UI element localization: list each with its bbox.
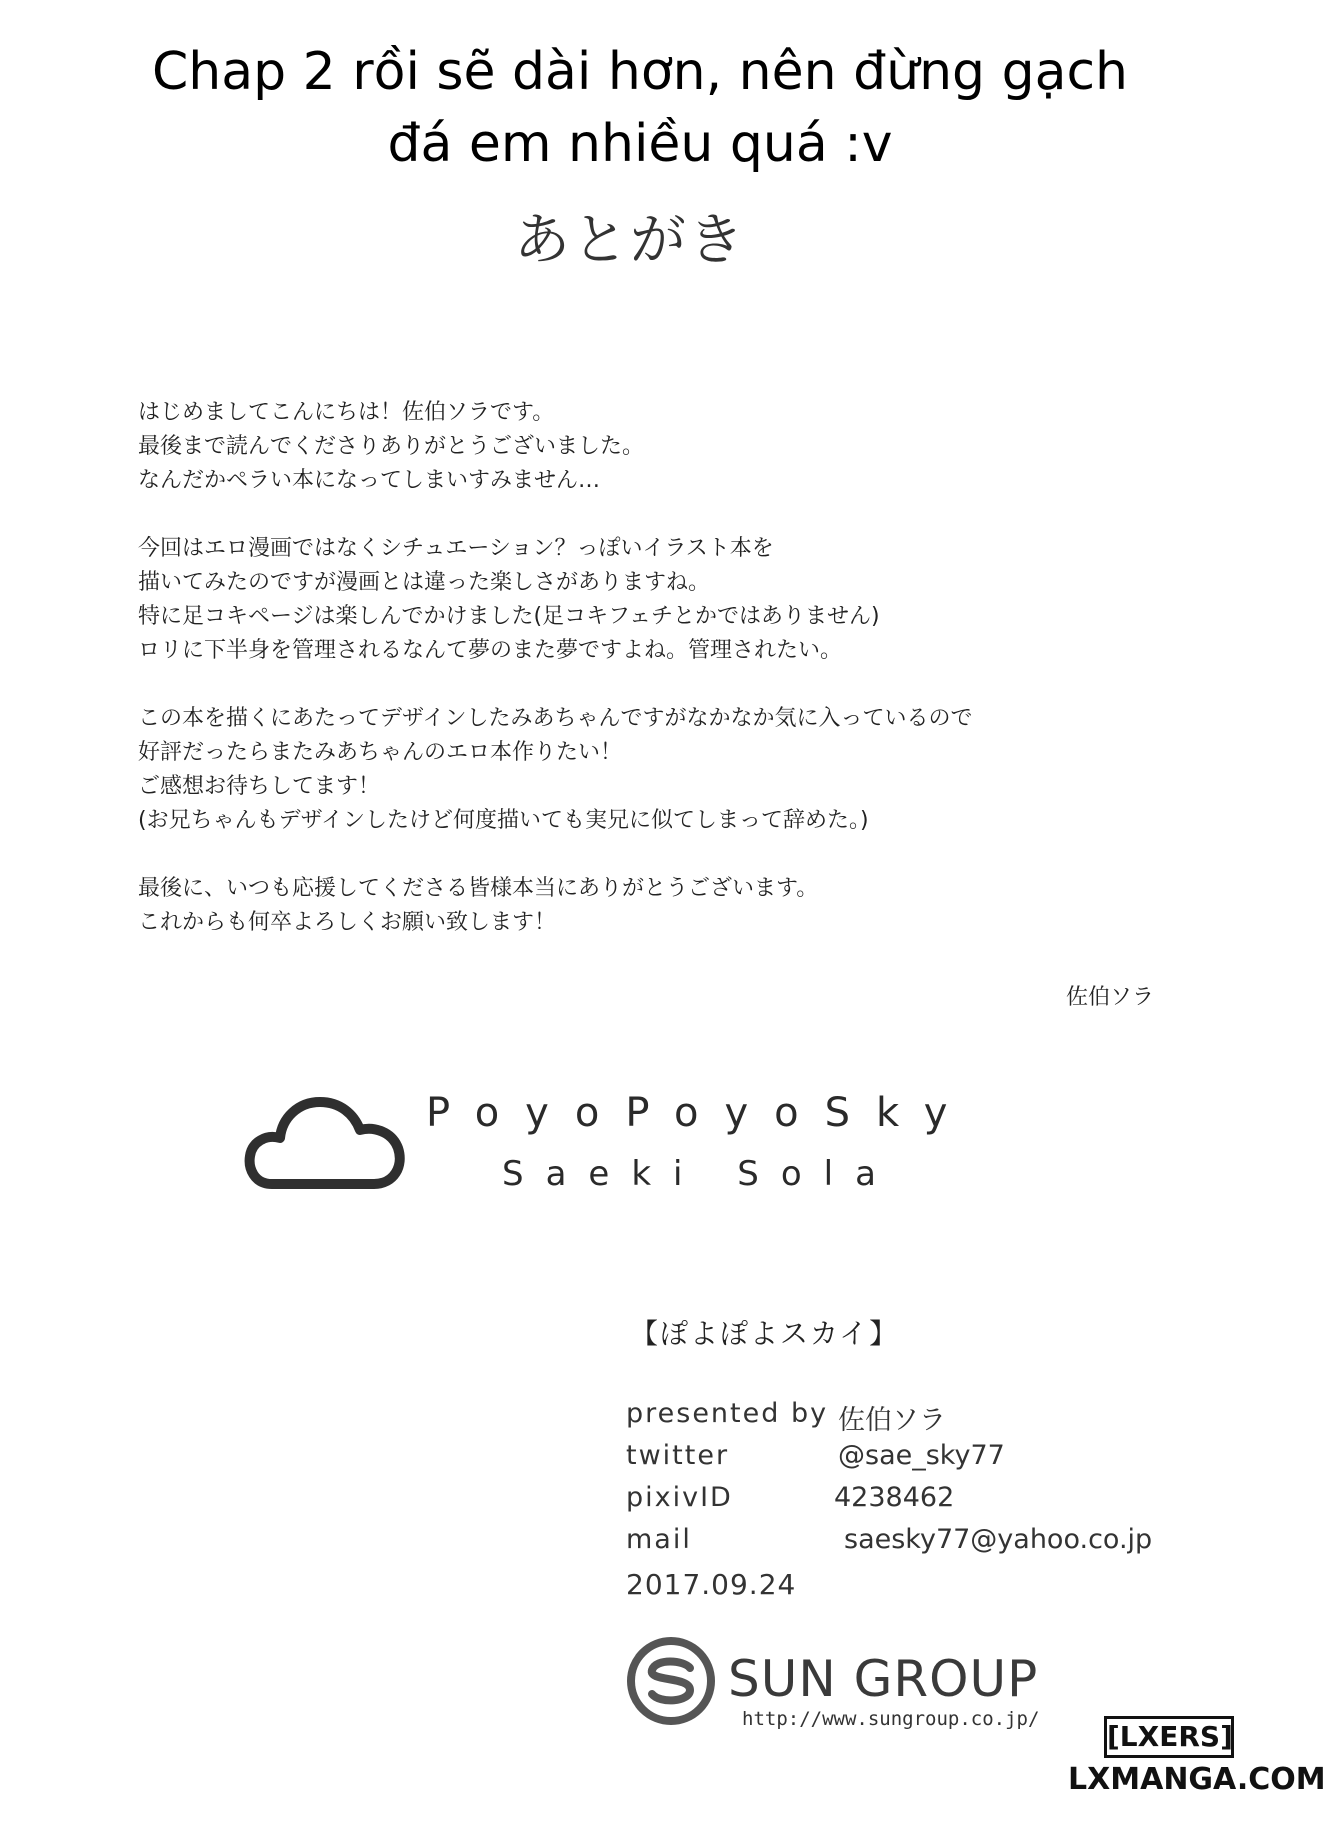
afterword-line: 描いてみたのですが漫画とは違った楽しさがありますね。 bbox=[138, 570, 711, 595]
credit-value: @sae_sky77 bbox=[838, 1440, 1005, 1471]
brand-author: Saeki Sola bbox=[502, 1154, 898, 1194]
afterword-body bbox=[138, 396, 1148, 974]
afterword-line: はじめましてこんにちは！佐伯ソラです。 bbox=[138, 400, 555, 425]
afterword-line: (お兄ちゃんもデザインしたけど何度描いても実兄に似てしまって辞めた。) bbox=[138, 808, 869, 833]
watermark-site: LXMANGA.COM bbox=[1068, 1762, 1326, 1797]
afterword-line: ロリに下半身を管理されるなんて夢のまた夢ですよね。管理されたい。 bbox=[138, 638, 843, 663]
sun-group-logo-icon bbox=[626, 1636, 716, 1726]
credit-label: twitter bbox=[626, 1440, 730, 1471]
afterword-line: 今回はエロ漫画ではなくシチュエーション？っぽいイラスト本を bbox=[138, 536, 774, 561]
translator-note bbox=[40, 36, 1240, 180]
afterword-line: 最後まで読んでくださりありがとうございました。 bbox=[138, 434, 645, 459]
circle-name: 【ぽよぽよスカイ】 bbox=[630, 1317, 900, 1350]
afterword-paragraph bbox=[138, 532, 1148, 668]
afterword-paragraph bbox=[138, 702, 1148, 838]
afterword-line: これからも何卒よろしくお願い致します！ bbox=[138, 910, 557, 935]
credit-value: saesky77@yahoo.co.jp bbox=[844, 1524, 1153, 1555]
printer-url: http://www.sungroup.co.jp/ bbox=[742, 1708, 1040, 1730]
publish-date: 2017.09.24 bbox=[626, 1568, 797, 1601]
author-signature: 佐伯ソラ bbox=[1066, 985, 1155, 1010]
afterword-paragraph bbox=[138, 872, 1148, 940]
credit-value: 佐伯ソラ bbox=[838, 1405, 946, 1436]
afterword-paragraph bbox=[138, 396, 1148, 498]
afterword-title: あとがき bbox=[514, 208, 746, 273]
printer-name: SUN GROUP bbox=[728, 1650, 1039, 1708]
cloud-icon bbox=[242, 1088, 408, 1194]
afterword-line: 好評だったらまたみあちゃんのエロ本作りたい！ bbox=[138, 740, 623, 765]
afterword-line: 最後に、いつも応援してくださる皆様本当にありがとうございます。 bbox=[138, 876, 819, 901]
credit-value: 4238462 bbox=[834, 1482, 955, 1513]
afterword-line: 特に足コキページは楽しんでかけました(足コキフェチとかではありません) bbox=[138, 604, 880, 629]
watermark-group: [LXERS] bbox=[1104, 1716, 1234, 1758]
credit-label: pixivID bbox=[626, 1482, 733, 1513]
brand-name: PoyoPoyoSky bbox=[426, 1090, 974, 1136]
translator-note-line: đá em nhiều quá :v bbox=[387, 114, 893, 174]
afterword-line: この本を描くにあたってデザインしたみあちゃんですがなかなか気に入っているので bbox=[138, 706, 973, 731]
translator-note-line: Chap 2 rồi sẽ dài hơn, nên đừng gạch bbox=[151, 42, 1128, 102]
afterword-line: ご感想お待ちしてます！ bbox=[138, 774, 381, 799]
afterword-line: なんだかペラい本になってしまいすみません… bbox=[138, 468, 601, 493]
credit-label: mail bbox=[626, 1524, 692, 1555]
credit-label: presented by bbox=[626, 1398, 829, 1429]
